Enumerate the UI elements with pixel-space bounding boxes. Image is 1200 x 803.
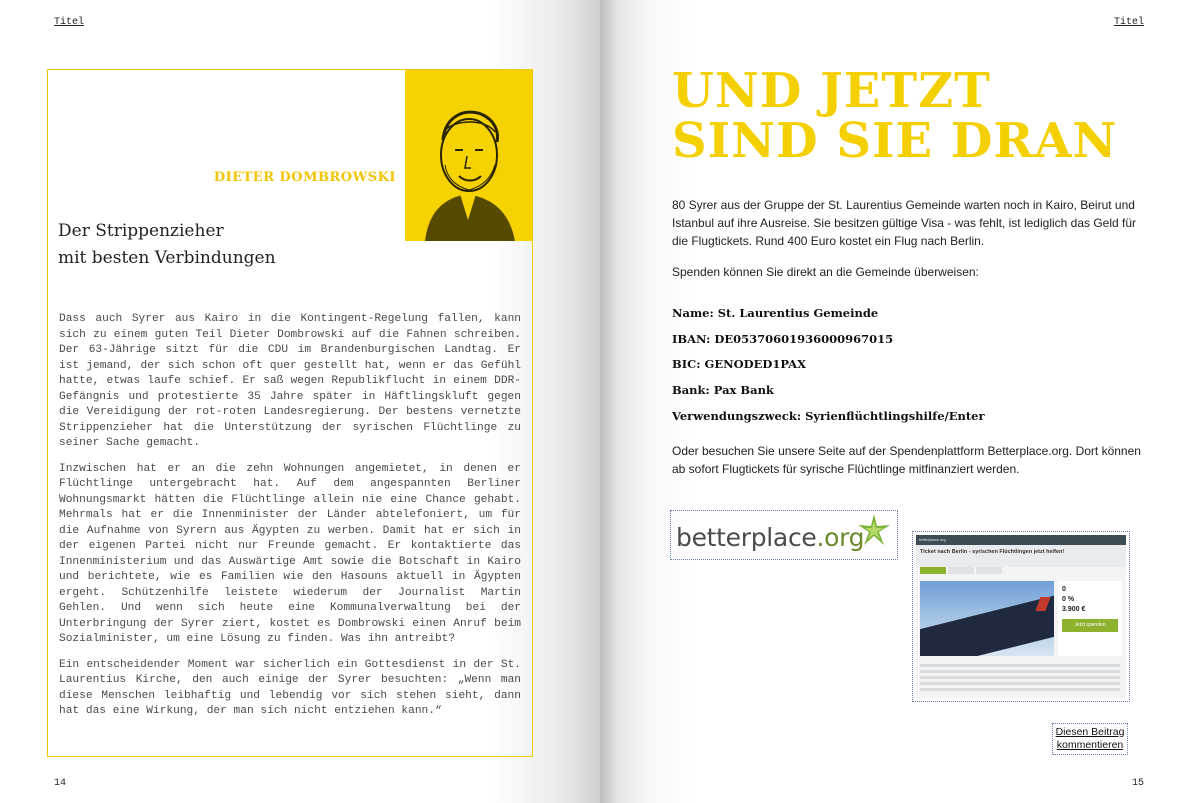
bank-iban: IBAN: DE05370601936000967015	[672, 331, 894, 346]
body-paragraph: Ein entscheidender Moment war sicherlich ein Gottesdienst in der St. Laurentius Kirche, den auch einige der Syrer besuchten: „Wenn man diese Menschen leibhaftig und lebendig vor sich stehen sieht, dann hat das eine Wirkung, der man sich nicht entziehen kann.“	[59, 658, 521, 717]
article-headline	[58, 218, 276, 272]
betterplace-screenshot-link[interactable]	[912, 531, 1130, 702]
screenshot-lower-content	[920, 661, 1120, 696]
outro-text: Oder besuchen Sie unsere Seite auf der Spendenplattform Betterplace.org. Dort können ab sofort Flugtickets für syrische Flüchtlinge mitfinanziert werden.	[672, 444, 1141, 476]
screenshot-thumbnail	[916, 535, 1126, 698]
text-line	[920, 676, 1120, 679]
wing-shape	[920, 591, 1054, 656]
comment-link[interactable]	[1052, 723, 1128, 755]
logo-org: .org	[816, 523, 865, 552]
bank-bank: Bank: Pax Bank	[672, 383, 774, 398]
stat-1: 0	[1062, 586, 1066, 593]
screenshot-headline: Ticket nach Berlin - syrischen Flüchtlingen jetzt helfen!	[916, 545, 1126, 567]
portrait-name: DIETER DOMBROWSKI	[213, 170, 396, 185]
intro-text: 80 Syrer aus der Gruppe der St. Laurentius Gemeinde warten noch in Kairo, Beirut und Istanbul auf ihre Ausreise. Sie besitzen gültige Visa - was fehlt, ist lediglich das Geld für die Flugtickets. Rund 400 Euro kostet ein Flug nach Berlin.	[672, 198, 1137, 248]
betterplace-logo-link[interactable]	[670, 510, 898, 560]
headline-line-2: mit besten Verbindungen	[58, 248, 276, 268]
screenshot-tab	[920, 567, 946, 574]
article-body	[59, 312, 521, 730]
text-line	[920, 664, 1120, 667]
text-line	[920, 682, 1120, 685]
screenshot-tabs	[916, 567, 1126, 576]
portrait-sketch	[405, 70, 532, 241]
running-title-right[interactable]: Titel	[1113, 17, 1144, 28]
logo-main: betterplace	[676, 523, 817, 552]
portrait-image	[405, 70, 532, 241]
bank-name: Name: St. Laurentius Gemeinde	[672, 306, 879, 320]
page-number-left: 14	[54, 778, 67, 789]
screenshot-stats	[1058, 581, 1122, 656]
bank-details	[672, 306, 985, 434]
airplane-wing-image	[920, 581, 1054, 656]
page-number-right: 15	[1131, 778, 1144, 789]
running-title-left[interactable]: Titel	[54, 17, 85, 28]
title-line-1: UND JETZT	[672, 63, 991, 119]
body-paragraph: Dass auch Syrer aus Kairo in die Kontingent-Regelung fallen, kann sich zu einem guten Teil Dieter Dombrowski auf die Fahnen schreiben. Der 63-Jährige sitzt für die CDU im Brandenburgischen Landtag. Er ist jemand, der sich schon oft quer gestellt hat, wenn er das Gefühl hatte, etwas laufe schief. Er saß wegen Republikflucht in einem DDR-Gefängnis und protestierte 35 Jahre später in Häftlingskluft gegen die Vereidigung der rot-roten Landesregierung. Der bestens vernetzte Strippenzieher hat die Unterstützung der syrischen Flüchtlinge zu seiner Sache gemacht.	[59, 313, 521, 449]
text-line	[920, 688, 1120, 691]
right-page	[600, 0, 1200, 803]
donation-text: Spenden können Sie direkt an die Gemeinde überweisen:	[672, 265, 979, 279]
stat-amount: 3.900 €	[1062, 606, 1086, 613]
body-paragraph: Inzwischen hat er an die zehn Wohnungen angemietet, in denen er Flüchtlinge untergebracht hat. Auf dem angespannten Berliner Wohnungsmarkt hätten die Flüchtlinge allein nie eine Chance gehabt. Mehrmals hat er die Innenminister der Länder abtelefoniert, um für die Aufnahme von Syrern aus Ägypten zu werben. Damit hat er sich in der eigenen Partei nicht nur Freunde gemacht. Er kontaktierte das Innenministerium und das Auswärtige Amt sowie die Botschaft in Kairo und berichtete, wie es Familien wie den Hasouns aktuell in Ägypten ergeht. Schützenhilfe leistete wiederum der Journalist Martin Gehlen. Und wenn sich heute eine Kommunalverwaltung bei der Unterbringung der Syrer ziert, kostet es Dombrowski einen Anruf beim Sozialminister, um eine Lösung zu finden. Was ihn antreibt?	[59, 462, 521, 645]
text-line	[920, 670, 1120, 673]
screenshot-donate-button: Jetzt spenden	[1062, 619, 1118, 632]
screenshot-tab	[948, 567, 974, 574]
comment-link-line-1[interactable]: Diesen Beitrag	[1055, 726, 1125, 738]
betterplace-logo-text	[676, 523, 864, 552]
article-frame	[47, 69, 533, 757]
bank-bic: BIC: GENODED1PAX	[672, 357, 806, 372]
call-to-action-title	[672, 63, 1118, 169]
betterplace-star-icon	[857, 513, 891, 547]
stat-2: 0 %	[1062, 596, 1075, 603]
comment-link-line-2[interactable]: kommentieren	[1056, 739, 1124, 751]
screenshot-site-label: betterplace.org	[916, 535, 1126, 545]
bank-purpose: Verwendungszweck: Syrienflüchtlingshilfe/Enter	[672, 408, 985, 423]
headline-line-1: Der Strippenzieher	[58, 221, 224, 241]
screenshot-tab	[976, 567, 1002, 574]
title-line-2: SIND SIE DRAN	[672, 113, 1118, 169]
